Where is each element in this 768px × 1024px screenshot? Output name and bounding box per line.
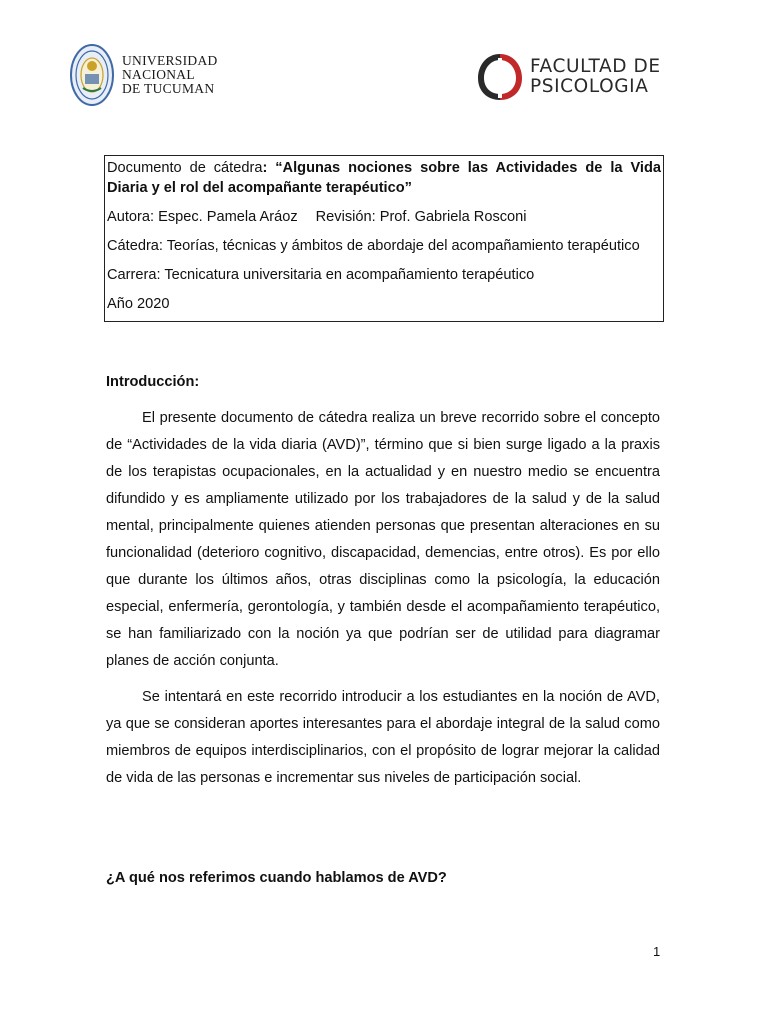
document-info-box: [104, 155, 664, 322]
author: Autora: Espec. Pamela Aráoz: [107, 209, 298, 225]
intro-paragraph-1: El presente documento de cátedra realiza un breve recorrido sobre el concepto de “Actividades de la vida diaria (AVD)”, término que si bien surge ligado a la praxis de los terapistas ocupacionales, en la actualidad y en nuestro medio se encuentra difundido y es ampliamente utilizado por los trabajadores de la salud y de la salud mental, principalmente quienes atienden personas que presentan alteraciones en su funcionalidad (deterioro cognitivo, discapacidad, demencias, entre otros). Es por ello que durante los últimos años, otras disciplinas como la psicología, la educación especial, enfermería, gerontología, y también desde el acompañamiento terapéutico, se han familiarizado con la noción ya que podrían ser de utilidad para diagramar planes de acción conjunta.: [106, 410, 660, 669]
unt-logo-text: [122, 54, 218, 96]
document-title-text: : “Algunas nociones sobre las Actividades de la Vida Diaria y el rol del acompañante terapéutico”: [107, 160, 662, 196]
unt-line-2: NACIONAL: [122, 67, 195, 82]
intro-paragraph-2: Se intentará en este recorrido introducir a los estudiantes en la noción de AVD, ya que se consideran aportes interesantes para el abordaje integral de la salud como miembros de equipos interdisciplinarios, con el propósito de lograr mejorar la calidad de vida de las personas e incrementar sus niveles de participación social.: [106, 689, 660, 786]
year: Año 2020: [107, 296, 170, 312]
reviewer: Revisión: Prof. Gabriela Rosconi: [315, 209, 527, 225]
intro-heading: Introducción:: [106, 374, 200, 390]
university-seal-icon: [70, 44, 114, 106]
chair: Cátedra: Teorías, técnicas y ámbitos de abordaje del acompañamiento terapéutico: [107, 238, 640, 254]
unt-logo: [70, 44, 218, 106]
author-review-line: [107, 207, 661, 227]
psicologia-logo: [476, 50, 661, 104]
document-label: Documento de cátedra: [107, 160, 263, 176]
psi-line-1: FACULTAD DE: [530, 56, 661, 77]
page-header: [0, 0, 768, 120]
avd-question-heading: ¿A qué nos referimos cuando hablamos de AVD?: [106, 870, 447, 886]
career: Carrera: Tecnicatura universitaria en acompañamiento terapéutico: [107, 267, 535, 283]
page-number: 1: [653, 944, 661, 959]
unt-line-3: DE TUCUMAN: [122, 81, 215, 96]
document-title: [107, 158, 661, 198]
psicologia-logo-text: [530, 57, 661, 97]
psi-line-2: PSICOLOGIA: [530, 76, 649, 97]
unt-line-1: UNIVERSIDAD: [122, 53, 218, 68]
psi-symbol-icon: [476, 50, 524, 104]
